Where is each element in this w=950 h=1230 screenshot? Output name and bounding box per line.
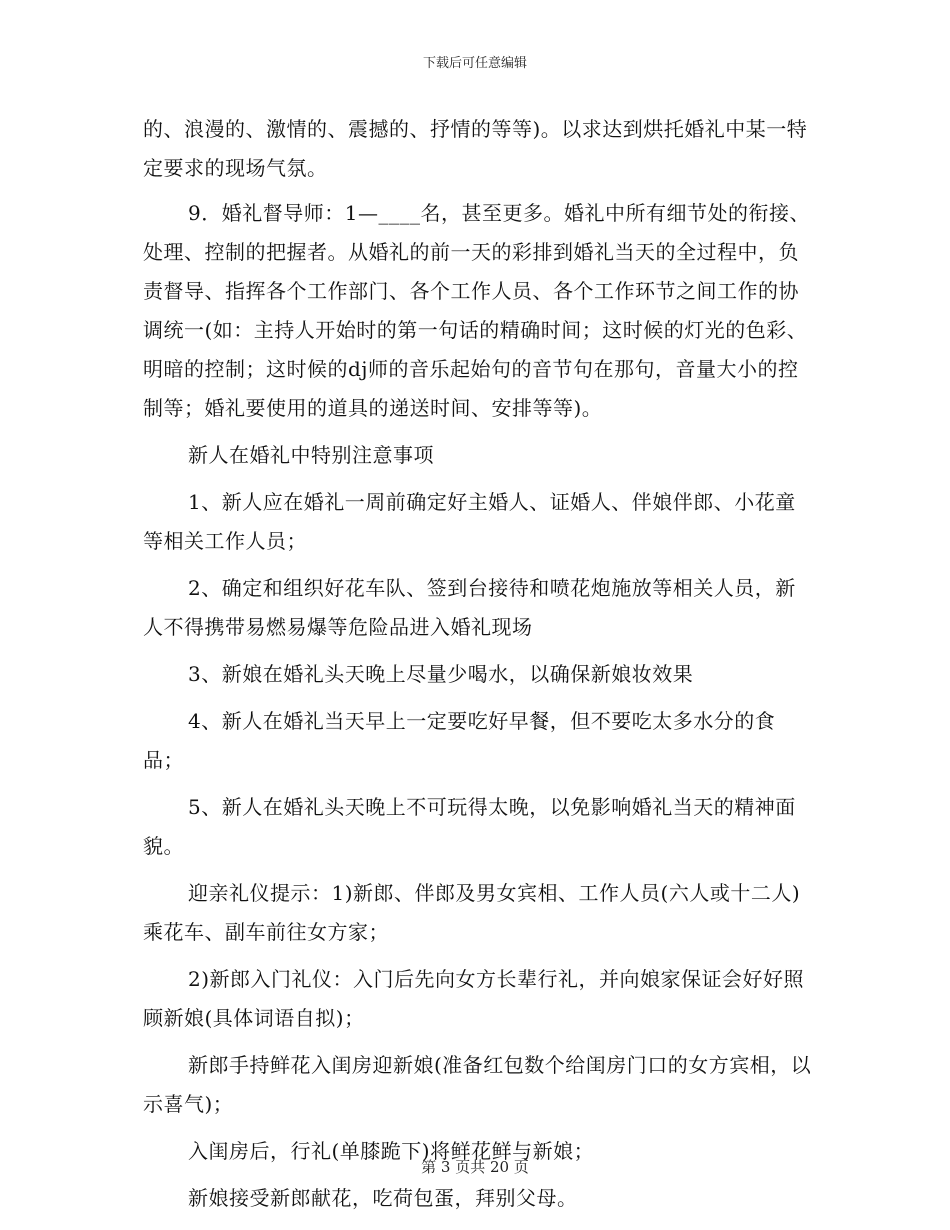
list-item-2: 2、确定和组织好花车队、签到台接待和喷花炮施放等相关人员，新人不得携带易燃易爆等危险品进入婚礼现场 [143,576,796,639]
page-footer: 第 3 页共 20 页 [421,1158,529,1176]
list-item-1: 1、新人应在婚礼一周前确定好主婚人、证婚人、伴娘伴郎、小花童等相关工作人员； [143,490,796,553]
list-item-3: 3、新娘在婚礼头天晚上尽量少喝水，以确保新娘妆效果 [188,662,694,686]
paragraph-etiquette-2: 2)新郎入门礼仪：入门后先向女方长辈行礼，并向娘家保证会好好照顾新娘(具体词语自拟)； [143,967,805,1030]
page-header: 下载后可任意编辑 [422,56,527,71]
section-heading: 新人在婚礼中特别注意事项 [188,443,434,467]
paragraph-item-9: 9．婚礼督导师：1—____名，甚至更多。婚礼中所有细节处的衔接、处理、控制的把握者。从婚礼的前一天的彩排到婚礼当天的全过程中，负责督导、指挥各个工作部门、各个工作人员、各个工作环节之间工作的协调统一(如：主持人开始时的第一句话的精确时间；这时候的灯光的色彩、明暗的控制；这时候的dj师的音乐起始句的音节句在那句，音量大小的控制等；婚礼要使用的道具的递送时间、安排等等)。 [143,201,810,420]
list-item-5: 5、新人在婚礼头天晚上不可玩得太晚，以免影响婚礼当天的精神面貌。 [143,795,796,858]
paragraph-continuation: 的、浪漫的、激情的、震撼的、抒情的等等)。以求达到烘托婚礼中某一特定要求的现场气氛。 [143,117,808,180]
paragraph-etiquette-1: 迎亲礼仪提示：1)新郎、伴郎及男女宾相、工作人员(六人或十二人)乘花车、副车前往女方家； [143,881,801,944]
paragraph-etiquette-4: 入闺房后，行礼(单膝跪下)将鲜花鲜与新娘； [188,1139,595,1163]
document-body [143,110,813,1226]
paragraph-etiquette-5: 新娘接受新郎献花，吃荷包蛋，拜别父母。 [188,1186,578,1210]
paragraph-etiquette-3: 新郎手持鲜花入闺房迎新娘(准备红包数个给闺房门口的女方宾相，以示喜气)； [143,1053,812,1116]
list-item-4: 4、新人在婚礼当天早上一定要吃好早餐，但不要吃太多水分的食品； [143,709,776,772]
